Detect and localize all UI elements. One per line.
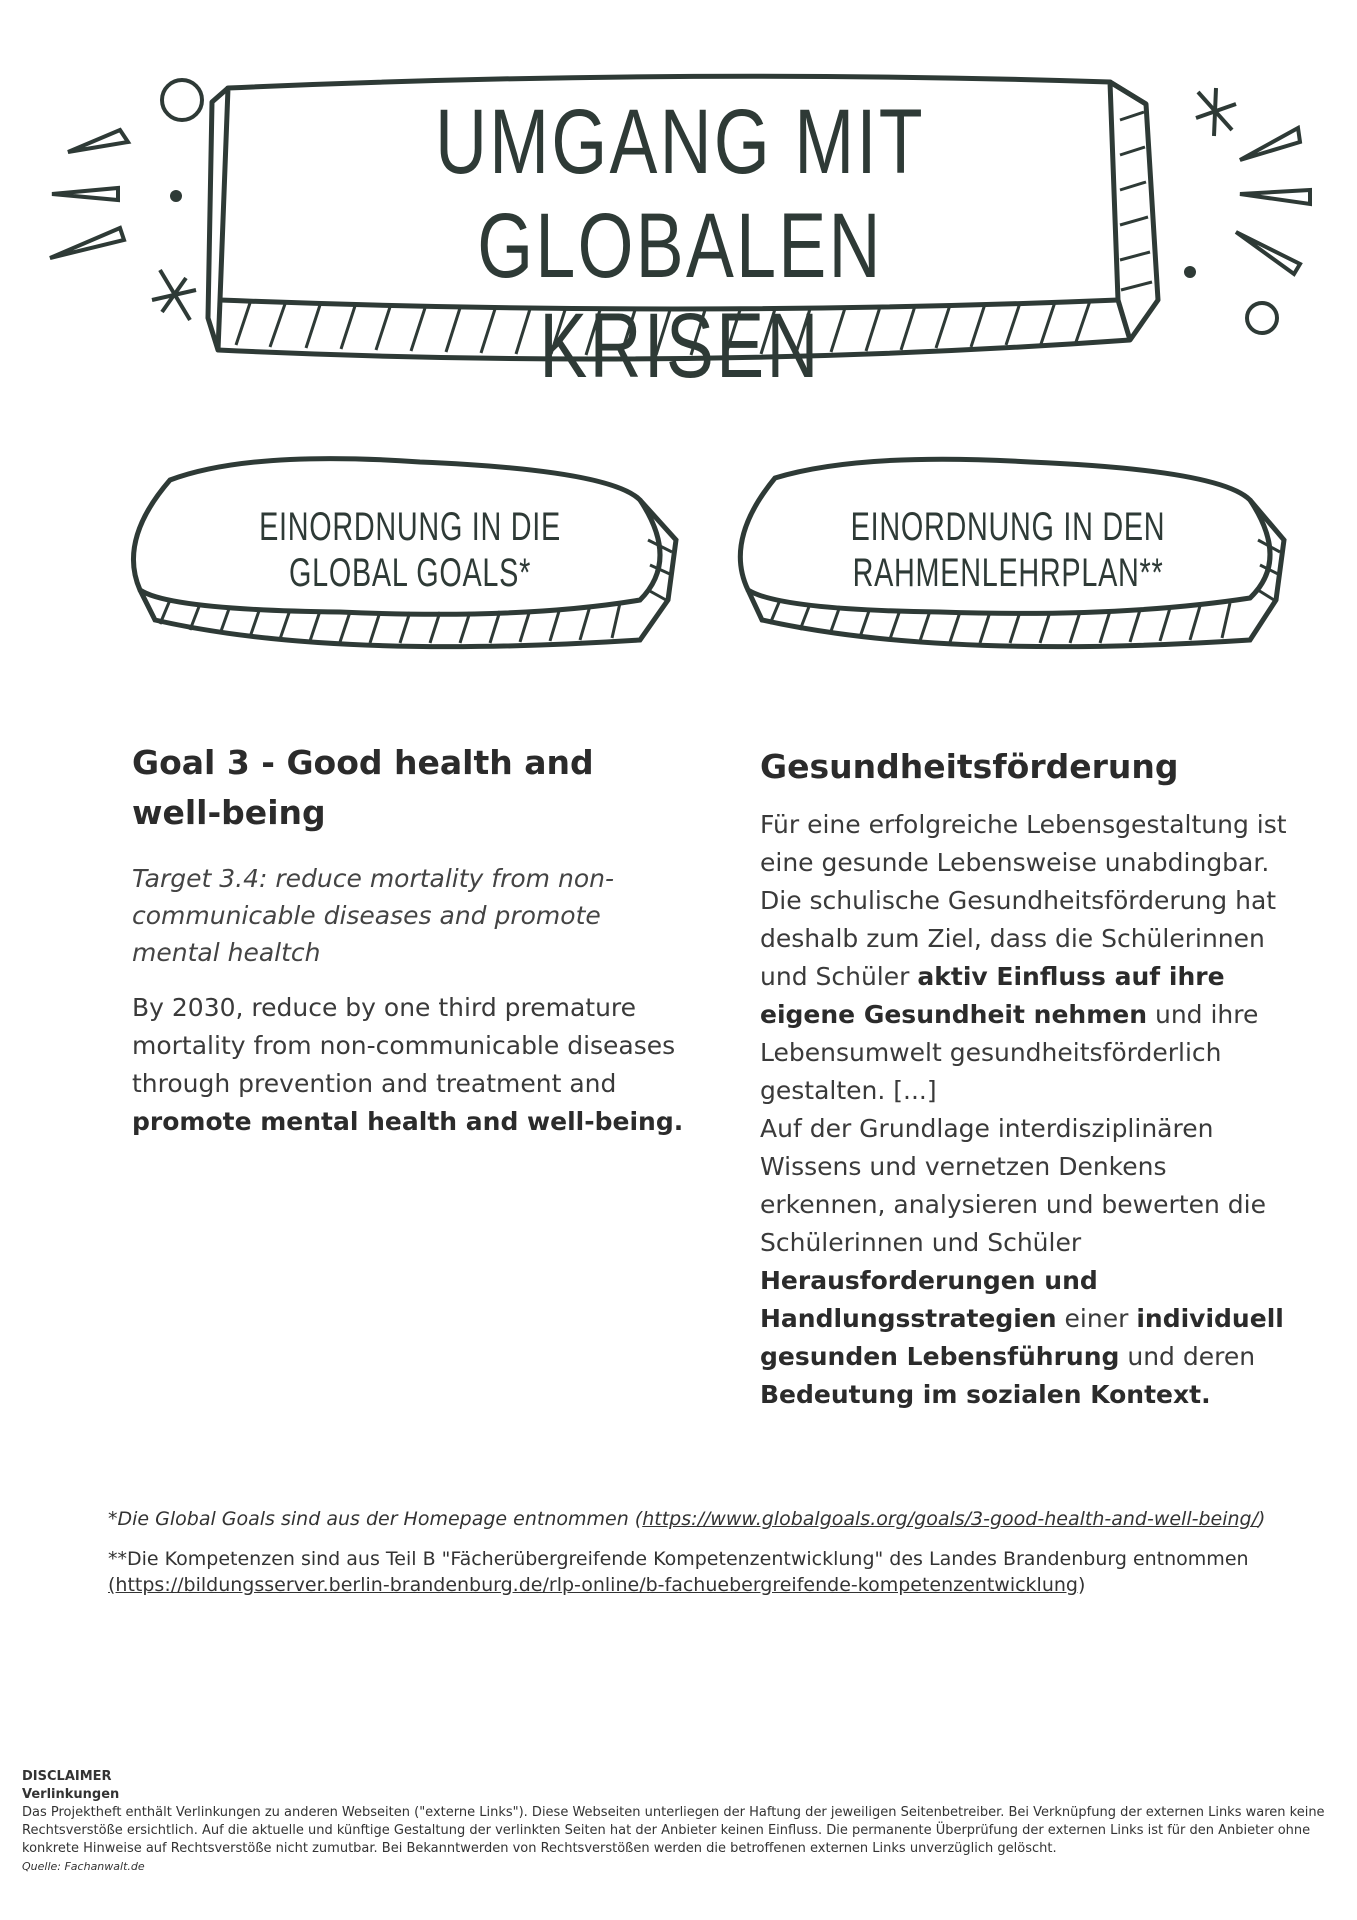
rlp-heading: Gesundheitsförderung	[760, 747, 1179, 786]
footnote-kompetenzen	[108, 1546, 1288, 1598]
badge-global-goals	[230, 504, 590, 596]
rlp-p1-bold: aktiv Einfluss auf ihre eigene Gesundheit nehmen	[760, 962, 1225, 1029]
goal-body-bold: promote mental health and well-being.	[132, 1107, 684, 1136]
footnote-2-link[interactable]: (https://bildungsserver.berlin-brandenburg.de/rlp-online/b-fachuebergreifende-kompetenzentwicklung	[108, 1574, 1078, 1596]
title-line-1: UMGANG MIT	[435, 91, 925, 193]
goal-heading	[132, 738, 692, 838]
rahmenlehrplan-column	[760, 742, 1290, 1414]
footnote-2-end: )	[1077, 1574, 1086, 1596]
rlp-paragraph-2	[760, 1110, 1290, 1414]
goal-heading-line2: well-being	[132, 793, 326, 832]
rlp-p2-text-a: Auf der Grundlage interdisziplinären Wissens und vernetzen Denkens erkennen, analysieren und bewerten die Schülerinnen und Schüler	[760, 1114, 1266, 1257]
disclaimer	[22, 1768, 1337, 1876]
title-line-2: GLOBALEN KRISEN	[477, 195, 883, 397]
footnote-1-end: )	[1258, 1508, 1266, 1530]
disclaimer-source: Quelle: Fachanwalt.de	[22, 1860, 145, 1873]
disclaimer-title: DISCLAIMER	[22, 1769, 112, 1784]
badge-global-goals-line1: EINORDNUNG IN DIE	[259, 505, 561, 549]
right-ornaments	[1196, 88, 1310, 333]
rlp-p2-bold-3: Bedeutung im sozialen Kontext.	[760, 1380, 1211, 1409]
badge-global-goals-line2: GLOBAL GOALS*	[288, 551, 531, 595]
footnote-global-goals	[108, 1506, 1288, 1532]
rlp-p1-text-a: Für eine erfolgreiche Lebensgestaltung ist eine gesunde Lebensweise unabdingbar. Die schulische Gesundheitsförderung hat deshalb zum Ziel, dass die Schülerinnen und Schüler	[760, 810, 1287, 991]
rlp-p1-text-c: und ihre Lebensumwelt gesundheitsförderlich gestalten. [...]	[760, 1000, 1259, 1105]
target-text: Target 3.4: reduce mortality from non-communicable diseases and promote mental healtch	[132, 864, 614, 967]
rlp-p2-text-e: und deren	[1127, 1342, 1256, 1371]
badge-rahmenlehrplan	[828, 504, 1188, 596]
footnote-1-text: *Die Global Goals sind aus der Homepage entnommen (	[108, 1508, 643, 1530]
rlp-paragraph-1	[760, 806, 1290, 1110]
rlp-p2-bold-2: individuell gesunden Lebensführung	[760, 1304, 1284, 1371]
disclaimer-subtitle: Verlinkungen	[22, 1787, 120, 1802]
goal-heading-line1: Goal 3 - Good health and	[132, 743, 594, 782]
goal-body	[132, 989, 692, 1141]
rlp-p2-bold-1: Herausforderungen und Handlungsstrategien	[760, 1266, 1098, 1333]
global-goals-column	[132, 738, 692, 1141]
badge-rahmenlehrplan-line2: RAHMENLEHRPLAN**	[852, 551, 1164, 595]
badge-rahmenlehrplan-line1: EINORDNUNG IN DEN	[850, 505, 1166, 549]
rlp-p2-text-c: einer	[1064, 1304, 1129, 1333]
goal-body-text: By 2030, reduce by one third premature mortality from non-communicable diseases through prevention and treatment and	[132, 993, 676, 1098]
footnote-1-link[interactable]: https://www.globalgoals.org/goals/3-good-health-and-well-being/	[642, 1508, 1258, 1530]
disclaimer-text: Das Projektheft enthält Verlinkungen zu anderen Webseiten ("externe Links"). Diese Webseiten unterliegen der Haftung der jeweiligen Seitenbetreiber. Bei Verknüpfung der externen Links waren keine Rechtsverstöße ersichtlich. Auf die aktuelle und künftige Gestaltung der verlinkten Seiten hat der Anbieter keinen Einfluss. Die permanente Überprüfung der externen Links ist für den Anbieter ohne konkrete Hinweise auf Rechtsverstöße nicht zumutbar. Bei Bekanntwerden von Rechtsverstößen werden die betroffenen externen Links unverzüglich gelöscht.	[22, 1805, 1325, 1856]
footnote-2-text: **Die Kompetenzen sind aus Teil B "Fächerübergreifende Kompetenzentwicklung" des Landes Brandenburg entnommen	[108, 1548, 1249, 1570]
